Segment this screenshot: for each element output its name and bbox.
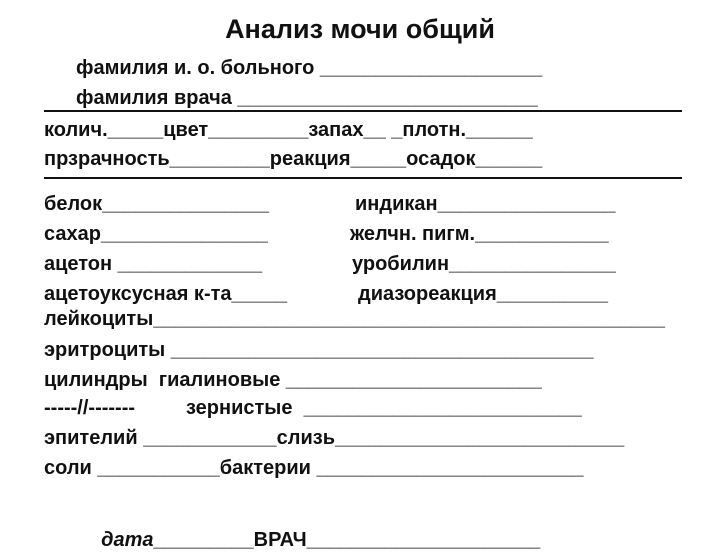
casts-hyaline-field[interactable]: цилиндры гиалиновые _______________________ — [44, 369, 542, 391]
divider-middle — [44, 177, 682, 179]
leukocytes-field[interactable]: лейкоциты______________________________________________ — [44, 308, 665, 330]
patient-name-field[interactable]: фамилия и. о. больного ____________________ — [76, 57, 543, 79]
urobilin-field[interactable]: уробилин_______________ — [352, 253, 616, 275]
erythrocytes-field[interactable]: эритроциты ______________________________________ — [44, 339, 594, 361]
sugar-field[interactable]: сахар_______________ — [44, 223, 268, 245]
acetone-field[interactable]: ацетон _____________ — [44, 253, 263, 275]
casts-granular-field[interactable]: зернистые _________________________ — [186, 397, 582, 419]
doctor-signature-line[interactable]: _____________________ — [306, 529, 541, 551]
physical-properties-line-1[interactable]: колич._____цвет_________запах__ _плотн.______ — [44, 119, 533, 141]
diazo-reaction-field[interactable]: диазореакция__________ — [358, 283, 608, 305]
indican-field[interactable]: индикан________________ — [355, 193, 616, 215]
divider-top — [44, 110, 682, 112]
physical-properties-line-2[interactable]: прзрачность_________реакция_____осадок______ — [44, 148, 543, 170]
form-title: Анализ мочи общий — [225, 14, 495, 44]
date-line[interactable]: _________ — [153, 529, 254, 551]
doctor-label: ВРАЧ — [253, 529, 307, 551]
epithelium-mucus-field[interactable]: эпителий ____________слизь__________________________ — [44, 427, 625, 449]
salts-bacteria-field[interactable]: соли ___________бактерии ________________________ — [44, 457, 584, 479]
acetoacetic-acid-field[interactable]: ацетоуксусная к-та_____ — [44, 283, 288, 305]
doctor-name-field[interactable]: фамилия врача ___________________________ — [76, 87, 538, 109]
date-signature-row — [90, 504, 540, 552]
casts-dashes-label: -----//------- — [44, 397, 136, 419]
date-label: дата — [101, 529, 154, 551]
bile-pigments-field[interactable]: желчн. пигм.____________ — [350, 223, 609, 245]
protein-field[interactable]: белок_______________ — [44, 193, 269, 215]
